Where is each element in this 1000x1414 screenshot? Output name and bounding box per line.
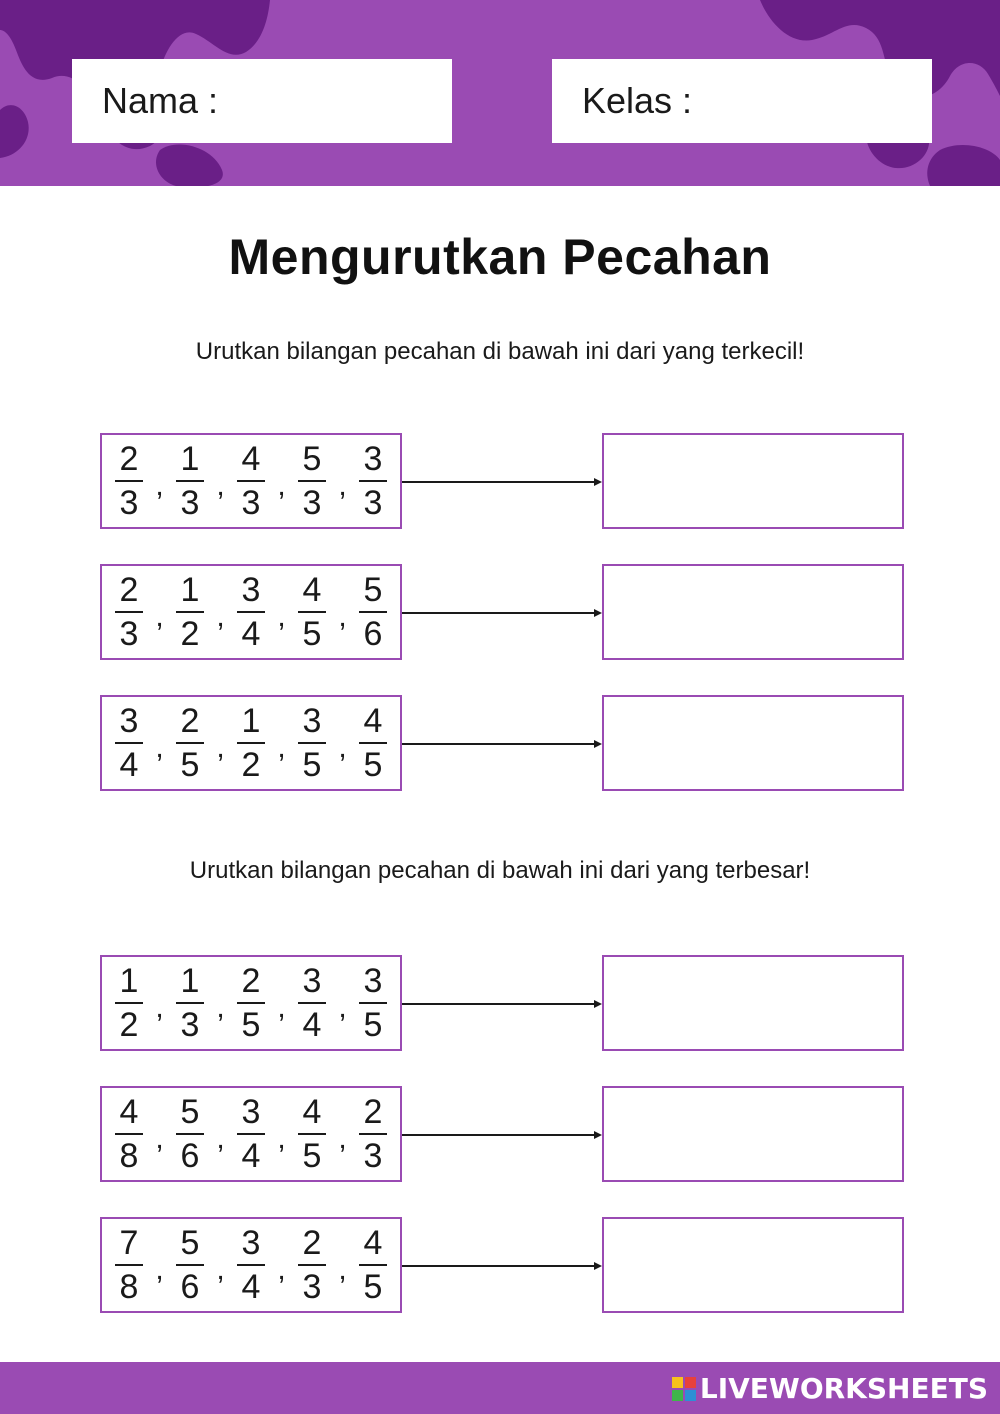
fraction	[175, 962, 205, 1044]
denominator: 5	[363, 746, 383, 784]
brand-name: LIVEWORKSHEETS	[699, 1372, 988, 1405]
denominator: 6	[180, 1137, 200, 1175]
numerator: 4	[302, 1093, 322, 1131]
fraction-bar	[176, 611, 204, 613]
fraction-bar	[115, 1002, 143, 1004]
liveworksheets-logo-icon	[672, 1377, 696, 1401]
numerator: 1	[241, 702, 261, 740]
fraction-bar	[237, 480, 265, 482]
fraction	[114, 702, 144, 784]
separator: ,	[216, 1253, 225, 1286]
exercise-row	[100, 1217, 904, 1313]
answer-box[interactable]	[602, 695, 904, 791]
fraction	[236, 440, 266, 522]
fraction-bar	[237, 611, 265, 613]
exercise-row	[100, 433, 904, 529]
denominator: 3	[241, 484, 261, 522]
denominator: 3	[363, 484, 383, 522]
exercise-row	[100, 564, 904, 660]
fraction-bar	[115, 611, 143, 613]
fraction-bar	[176, 1264, 204, 1266]
numerator: 2	[241, 962, 261, 1000]
fraction	[114, 571, 144, 653]
numerator: 5	[180, 1093, 200, 1131]
separator: ,	[277, 600, 286, 633]
arrow-right-icon	[402, 477, 602, 487]
numerator: 5	[363, 571, 383, 609]
fraction	[297, 1224, 327, 1306]
separator: ,	[338, 1122, 347, 1155]
separator: ,	[338, 731, 347, 764]
numerator: 3	[119, 702, 139, 740]
fraction-bar	[359, 1002, 387, 1004]
fraction	[175, 440, 205, 522]
fraction	[236, 1224, 266, 1306]
brand	[672, 1372, 988, 1405]
denominator: 5	[302, 615, 322, 653]
denominator: 6	[180, 1268, 200, 1306]
denominator: 2	[180, 615, 200, 653]
fraction-bar	[115, 480, 143, 482]
fraction-bar	[298, 611, 326, 613]
numerator: 3	[302, 702, 322, 740]
numerator: 1	[180, 440, 200, 478]
separator: ,	[277, 469, 286, 502]
numerator: 4	[363, 1224, 383, 1262]
fraction-bar	[359, 1264, 387, 1266]
header-banner	[0, 0, 1000, 186]
numerator: 2	[119, 571, 139, 609]
denominator: 6	[363, 615, 383, 653]
fraction	[297, 440, 327, 522]
fraction-bar	[359, 611, 387, 613]
fraction	[297, 702, 327, 784]
answer-box[interactable]	[602, 1086, 904, 1182]
fraction	[114, 1093, 144, 1175]
separator: ,	[277, 1253, 286, 1286]
fraction	[358, 962, 388, 1044]
separator: ,	[338, 600, 347, 633]
fraction	[236, 1093, 266, 1175]
fraction	[297, 1093, 327, 1175]
page-title: Mengurutkan Pecahan	[228, 229, 772, 285]
separator: ,	[216, 1122, 225, 1155]
denominator: 5	[363, 1006, 383, 1044]
numerator: 3	[363, 962, 383, 1000]
separator: ,	[216, 731, 225, 764]
separator: ,	[338, 991, 347, 1024]
numerator: 4	[241, 440, 261, 478]
denominator: 4	[302, 1006, 322, 1044]
numerator: 7	[119, 1224, 139, 1262]
fraction-bar	[359, 1133, 387, 1135]
instruction-ascending: Urutkan bilangan pecahan di bawah ini dari yang terkecil!	[195, 338, 805, 365]
separator: ,	[155, 1122, 164, 1155]
fraction-bar	[298, 742, 326, 744]
fraction	[358, 440, 388, 522]
numerator: 2	[180, 702, 200, 740]
denominator: 5	[302, 1137, 322, 1175]
arrow-right-icon	[402, 999, 602, 1009]
denominator: 4	[119, 746, 139, 784]
separator: ,	[155, 469, 164, 502]
arrow-right-icon	[402, 1261, 602, 1271]
fraction	[175, 1093, 205, 1175]
fraction-bar	[237, 742, 265, 744]
fraction-bar	[176, 742, 204, 744]
separator: ,	[277, 1122, 286, 1155]
class-field[interactable]	[552, 59, 932, 143]
fraction-bar	[115, 1264, 143, 1266]
denominator: 4	[241, 1137, 261, 1175]
separator: ,	[155, 1253, 164, 1286]
fraction-list-box	[100, 1217, 402, 1313]
fraction-bar	[237, 1264, 265, 1266]
numerator: 4	[363, 702, 383, 740]
fraction-bar	[359, 480, 387, 482]
numerator: 3	[241, 571, 261, 609]
answer-box[interactable]	[602, 564, 904, 660]
denominator: 8	[119, 1137, 139, 1175]
denominator: 3	[119, 615, 139, 653]
fraction	[175, 1224, 205, 1306]
separator: ,	[155, 991, 164, 1024]
answer-box[interactable]	[602, 955, 904, 1051]
answer-box[interactable]	[602, 1217, 904, 1313]
denominator: 5	[363, 1268, 383, 1306]
numerator: 1	[119, 962, 139, 1000]
fraction	[114, 962, 144, 1044]
separator: ,	[216, 600, 225, 633]
denominator: 5	[180, 746, 200, 784]
denominator: 3	[119, 484, 139, 522]
separator: ,	[277, 991, 286, 1024]
arrow-right-icon	[402, 1130, 602, 1140]
separator: ,	[338, 1253, 347, 1286]
numerator: 1	[180, 571, 200, 609]
denominator: 8	[119, 1268, 139, 1306]
fraction	[358, 702, 388, 784]
fraction	[175, 702, 205, 784]
fraction-list-box	[100, 1086, 402, 1182]
numerator: 4	[302, 571, 322, 609]
fraction	[358, 1224, 388, 1306]
fraction-bar	[298, 1133, 326, 1135]
denominator: 2	[241, 746, 261, 784]
fraction	[114, 440, 144, 522]
numerator: 4	[119, 1093, 139, 1131]
exercise-row	[100, 1086, 904, 1182]
separator: ,	[155, 600, 164, 633]
fraction-bar	[176, 1002, 204, 1004]
name-field[interactable]	[72, 59, 452, 143]
fraction-bar	[298, 480, 326, 482]
separator: ,	[338, 469, 347, 502]
fraction	[236, 962, 266, 1044]
denominator: 5	[241, 1006, 261, 1044]
denominator: 3	[302, 484, 322, 522]
numerator: 3	[241, 1093, 261, 1131]
exercise-row	[100, 955, 904, 1051]
denominator: 3	[363, 1137, 383, 1175]
numerator: 3	[302, 962, 322, 1000]
fraction-bar	[237, 1133, 265, 1135]
footer-bar	[0, 1362, 1000, 1414]
exercise-row	[100, 695, 904, 791]
fraction	[297, 571, 327, 653]
denominator: 3	[180, 1006, 200, 1044]
denominator: 2	[119, 1006, 139, 1044]
fraction	[236, 571, 266, 653]
denominator: 3	[302, 1268, 322, 1306]
fraction-list-box	[100, 955, 402, 1051]
numerator: 2	[363, 1093, 383, 1131]
instruction-descending: Urutkan bilangan pecahan di bawah ini dari yang terbesar!	[189, 857, 811, 884]
fraction-list-box	[100, 433, 402, 529]
fraction-bar	[176, 480, 204, 482]
fraction-list-box	[100, 695, 402, 791]
name-label: Nama :	[102, 80, 219, 121]
numerator: 2	[302, 1224, 322, 1262]
fraction	[236, 702, 266, 784]
denominator: 4	[241, 615, 261, 653]
fraction-list-box	[100, 564, 402, 660]
numerator: 3	[241, 1224, 261, 1262]
fraction	[175, 571, 205, 653]
separator: ,	[277, 731, 286, 764]
fraction-bar	[298, 1002, 326, 1004]
fraction	[358, 571, 388, 653]
denominator: 3	[180, 484, 200, 522]
fraction-bar	[298, 1264, 326, 1266]
answer-box[interactable]	[602, 433, 904, 529]
numerator: 1	[180, 962, 200, 1000]
numerator: 2	[119, 440, 139, 478]
fraction	[358, 1093, 388, 1175]
numerator: 5	[302, 440, 322, 478]
arrow-right-icon	[402, 608, 602, 618]
class-label: Kelas :	[582, 80, 693, 121]
fraction	[114, 1224, 144, 1306]
separator: ,	[216, 991, 225, 1024]
fraction-bar	[176, 1133, 204, 1135]
separator: ,	[155, 731, 164, 764]
separator: ,	[216, 469, 225, 502]
denominator: 5	[302, 746, 322, 784]
fraction-bar	[115, 742, 143, 744]
arrow-right-icon	[402, 739, 602, 749]
numerator: 5	[180, 1224, 200, 1262]
fraction-bar	[237, 1002, 265, 1004]
numerator: 3	[363, 440, 383, 478]
denominator: 4	[241, 1268, 261, 1306]
fraction-bar	[115, 1133, 143, 1135]
fraction	[297, 962, 327, 1044]
fraction-bar	[359, 742, 387, 744]
